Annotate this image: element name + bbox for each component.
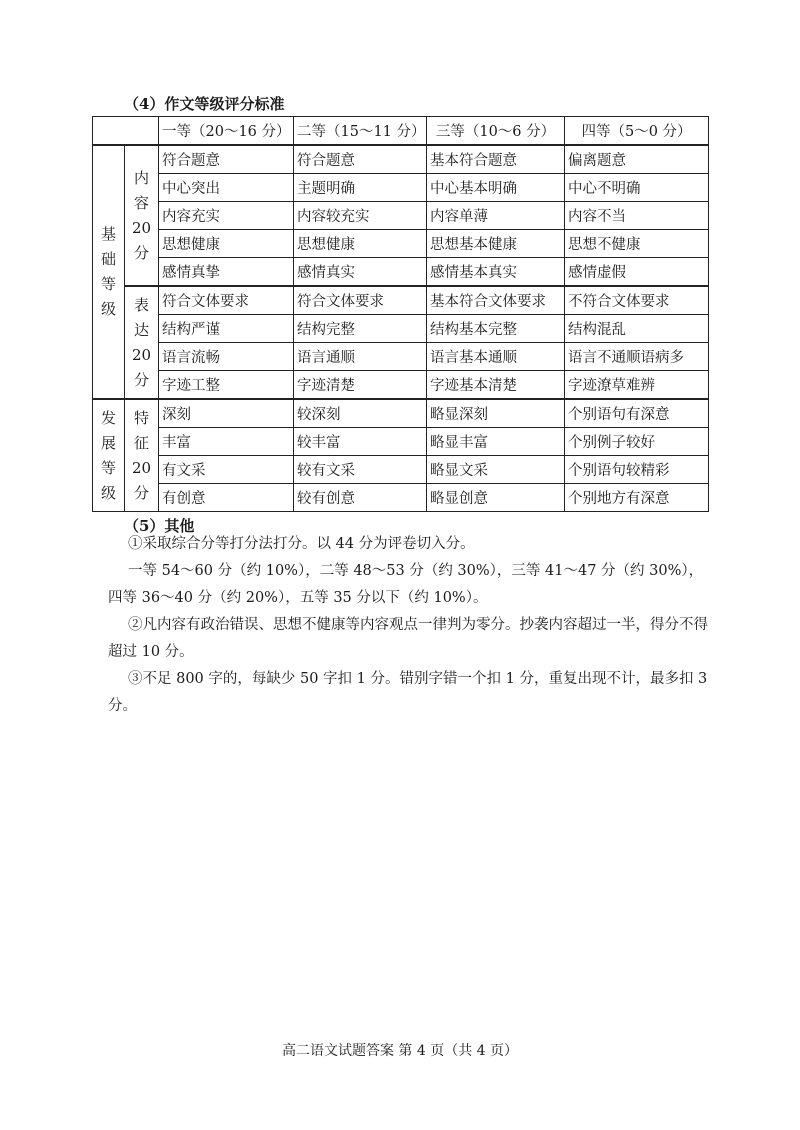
grade-3-header: 三等（10～6 分）	[427, 117, 565, 146]
section-5-title: （5）其他	[124, 517, 195, 535]
criterion-cell: 思想不健康	[565, 230, 709, 258]
criterion-cell: 内容充实	[159, 202, 294, 230]
development-level-label	[93, 399, 125, 512]
criterion-cell: 符合文体要求	[294, 286, 427, 315]
criterion-cell: 不符合文体要求	[565, 286, 709, 315]
content-label-char: 20	[131, 218, 152, 237]
expression-label-char: 分	[133, 370, 149, 389]
expression-label-char: 表	[133, 295, 149, 314]
criterion-cell: 结构混乱	[565, 315, 709, 343]
criterion-cell: 内容不当	[565, 202, 709, 230]
criterion-cell: 语言流畅	[159, 343, 294, 371]
criterion-cell: 略显创意	[427, 484, 565, 512]
criterion-cell: 符合题意	[294, 145, 427, 174]
table-row	[93, 456, 709, 484]
criterion-cell: 基本符合文体要求	[427, 286, 565, 315]
criterion-cell: 较深刻	[294, 399, 427, 428]
criterion-cell: 思想健康	[159, 230, 294, 258]
table-row	[93, 428, 709, 456]
header-row	[93, 117, 709, 146]
feature-label-char: 征	[133, 433, 149, 452]
page-footer: 高二语文试题答案 第 4 页（共 4 页）	[281, 1043, 519, 1059]
content-label-char: 容	[133, 193, 149, 212]
feature-label-char: 分	[133, 483, 149, 502]
table-row	[93, 343, 709, 371]
expression-label-char: 达	[133, 320, 149, 339]
criterion-cell: 符合题意	[159, 145, 294, 174]
criterion-cell: 内容较充实	[294, 202, 427, 230]
criterion-cell: 较有创意	[294, 484, 427, 512]
criterion-cell: 符合文体要求	[159, 286, 294, 315]
criterion-cell: 较丰富	[294, 428, 427, 456]
feature-label	[125, 399, 159, 512]
criterion-cell: 个别地方有深意	[565, 484, 709, 512]
development-level-label-char: 等	[100, 458, 116, 477]
table-row	[93, 202, 709, 230]
criterion-cell: 感情真实	[294, 258, 427, 287]
development-level-label-char: 级	[100, 483, 116, 502]
section-4-title: （4）作文等级评分标准	[124, 95, 285, 113]
criterion-cell: 语言通顺	[294, 343, 427, 371]
grade-1-header: 一等（20～16 分）	[159, 117, 294, 146]
criterion-cell: 思想健康	[294, 230, 427, 258]
essay-grading-table	[92, 116, 709, 512]
criterion-cell: 结构完整	[294, 315, 427, 343]
basic-level-label-char: 基	[100, 225, 116, 243]
criterion-cell: 有创意	[159, 484, 294, 512]
paragraph-4: ③不足 800 字的，每缺少 50 字扣 1 分。错别字错一个扣 1 分，重复出现不计，最多扣 3 分。	[108, 671, 708, 714]
criterion-cell: 字迹清楚	[294, 371, 427, 400]
basic-level-label-char: 础	[100, 250, 116, 268]
criterion-cell: 较有文采	[294, 456, 427, 484]
table-row	[93, 230, 709, 258]
basic-level-label-char: 等	[100, 275, 116, 293]
development-level-label-char: 发	[100, 408, 116, 427]
feature-label-char: 20	[131, 458, 152, 477]
expression-label-char: 20	[131, 345, 152, 364]
criterion-cell: 感情虚假	[565, 258, 709, 287]
content-label-char: 分	[133, 243, 149, 262]
paragraph-3: ②凡内容有政治错误、思想不健康等内容观点一律判为零分。抄袭内容超过一半，得分不得超过 10 分。	[108, 617, 708, 660]
criterion-cell: 基本符合题意	[427, 145, 565, 174]
table-row	[93, 315, 709, 343]
expression-label	[125, 286, 159, 399]
table-row	[93, 371, 709, 400]
criterion-cell: 有文采	[159, 456, 294, 484]
table-row	[93, 258, 709, 287]
grade-2-header: 二等（15～11 分）	[294, 117, 427, 146]
criterion-cell: 深刻	[159, 399, 294, 428]
paragraph-2: 一等 54～60 分（约 10%），二等 48～53 分（约 30%），三等 41～47 分（约 30%），四等 36～40 分（约 20%），五等 35 分以下（约 10%）。	[108, 563, 704, 606]
criterion-cell: 个别语句有深意	[565, 399, 709, 428]
criterion-cell: 结构严谨	[159, 315, 294, 343]
table-row	[93, 174, 709, 202]
criterion-cell: 字迹潦草难辨	[565, 371, 709, 400]
basic-level-label-char: 级	[100, 300, 116, 318]
basic-level-label	[93, 145, 125, 399]
criterion-cell: 略显深刻	[427, 399, 565, 428]
development-level-label-char: 展	[100, 433, 116, 452]
paragraph-1: ①采取综合分等打分法打分。以 44 分为评卷切入分。	[128, 536, 475, 552]
criterion-cell: 略显丰富	[427, 428, 565, 456]
table-row	[93, 145, 709, 174]
criterion-cell: 中心基本明确	[427, 174, 565, 202]
criterion-cell: 语言不通顺语病多	[565, 343, 709, 371]
criterion-cell: 中心不明确	[565, 174, 709, 202]
criterion-cell: 结构基本完整	[427, 315, 565, 343]
criterion-cell: 略显文采	[427, 456, 565, 484]
criterion-cell: 语言基本通顺	[427, 343, 565, 371]
table-row	[93, 286, 709, 315]
content-label	[125, 145, 159, 286]
criterion-cell: 个别语句较精彩	[565, 456, 709, 484]
criterion-cell: 字迹工整	[159, 371, 294, 400]
content-label-char: 内	[133, 168, 149, 187]
criterion-cell: 感情真挚	[159, 258, 294, 287]
criterion-cell: 个别例子较好	[565, 428, 709, 456]
criterion-cell: 主题明确	[294, 174, 427, 202]
criterion-cell: 感情基本真实	[427, 258, 565, 287]
table-row	[93, 399, 709, 428]
corner-cell	[93, 117, 159, 146]
criterion-cell: 思想基本健康	[427, 230, 565, 258]
grade-4-header: 四等（5～0 分）	[565, 117, 709, 146]
table-row	[93, 484, 709, 512]
grading-table-body	[93, 117, 709, 512]
feature-label-char: 特	[133, 408, 149, 427]
criterion-cell: 丰富	[159, 428, 294, 456]
criterion-cell: 内容单薄	[427, 202, 565, 230]
criterion-cell: 中心突出	[159, 174, 294, 202]
criterion-cell: 偏离题意	[565, 145, 709, 174]
criterion-cell: 字迹基本清楚	[427, 371, 565, 400]
